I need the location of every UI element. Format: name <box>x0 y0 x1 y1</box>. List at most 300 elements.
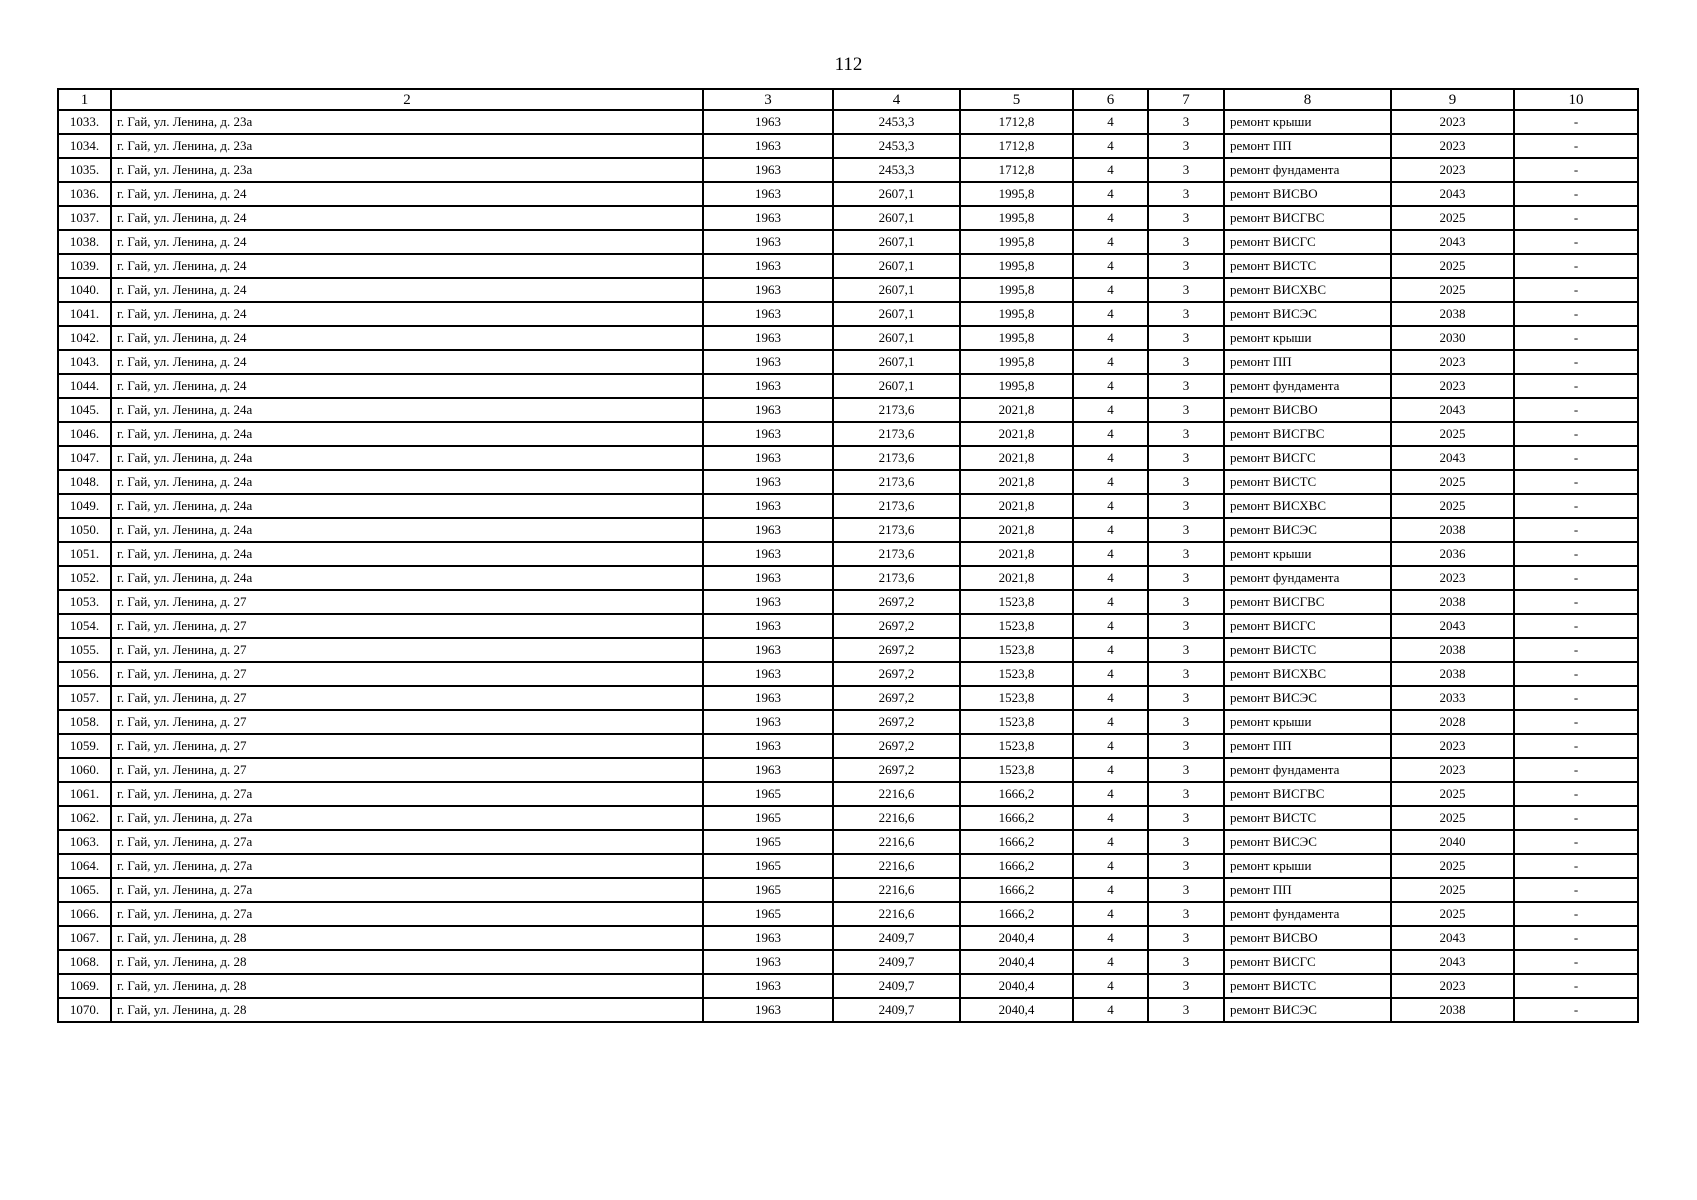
work-type-cell: ремонт ВИСГС <box>1224 446 1391 470</box>
living-area-cell: 1995,8 <box>960 350 1073 374</box>
address-cell: г. Гай, ул. Ленина, д. 27а <box>111 830 703 854</box>
entrances-cell: 3 <box>1148 806 1224 830</box>
entrances-cell: 3 <box>1148 398 1224 422</box>
work-type-cell: ремонт ВИСЭС <box>1224 686 1391 710</box>
entrances-cell: 3 <box>1148 950 1224 974</box>
row-number-cell: 1038. <box>58 230 111 254</box>
living-area-cell: 2021,8 <box>960 470 1073 494</box>
row-number-cell: 1049. <box>58 494 111 518</box>
table-row <box>58 470 1638 494</box>
floors-cell: 4 <box>1073 686 1148 710</box>
living-area-cell: 1995,8 <box>960 206 1073 230</box>
year-built-cell: 1965 <box>703 902 833 926</box>
living-area-cell: 1995,8 <box>960 374 1073 398</box>
entrances-cell: 3 <box>1148 662 1224 686</box>
table-row <box>58 614 1638 638</box>
note-cell: - <box>1514 398 1638 422</box>
work-type-cell: ремонт ПП <box>1224 734 1391 758</box>
floors-cell: 4 <box>1073 542 1148 566</box>
work-type-cell: ремонт ВИСГВС <box>1224 422 1391 446</box>
year-built-cell: 1963 <box>703 446 833 470</box>
planned-year-cell: 2025 <box>1391 470 1514 494</box>
entrances-cell: 3 <box>1148 542 1224 566</box>
row-number-cell: 1054. <box>58 614 111 638</box>
note-cell: - <box>1514 950 1638 974</box>
work-type-cell: ремонт ВИСГС <box>1224 230 1391 254</box>
row-number-cell: 1058. <box>58 710 111 734</box>
planned-year-cell: 2023 <box>1391 374 1514 398</box>
total-area-cell: 2697,2 <box>833 590 960 614</box>
row-number-cell: 1068. <box>58 950 111 974</box>
table-row <box>58 230 1638 254</box>
column-header: 7 <box>1148 89 1224 110</box>
note-cell: - <box>1514 206 1638 230</box>
address-cell: г. Гай, ул. Ленина, д. 24 <box>111 326 703 350</box>
total-area-cell: 2216,6 <box>833 782 960 806</box>
total-area-cell: 2607,1 <box>833 278 960 302</box>
planned-year-cell: 2028 <box>1391 710 1514 734</box>
header-row <box>58 89 1638 110</box>
living-area-cell: 1995,8 <box>960 230 1073 254</box>
column-header: 2 <box>111 89 703 110</box>
row-number-cell: 1036. <box>58 182 111 206</box>
note-cell: - <box>1514 662 1638 686</box>
address-cell: г. Гай, ул. Ленина, д. 24 <box>111 302 703 326</box>
year-built-cell: 1963 <box>703 326 833 350</box>
floors-cell: 4 <box>1073 590 1148 614</box>
planned-year-cell: 2025 <box>1391 782 1514 806</box>
floors-cell: 4 <box>1073 302 1148 326</box>
row-number-cell: 1059. <box>58 734 111 758</box>
note-cell: - <box>1514 806 1638 830</box>
row-number-cell: 1041. <box>58 302 111 326</box>
floors-cell: 4 <box>1073 830 1148 854</box>
work-type-cell: ремонт ВИСГС <box>1224 950 1391 974</box>
entrances-cell: 3 <box>1148 230 1224 254</box>
row-number-cell: 1067. <box>58 926 111 950</box>
work-type-cell: ремонт ПП <box>1224 134 1391 158</box>
living-area-cell: 1523,8 <box>960 734 1073 758</box>
planned-year-cell: 2025 <box>1391 206 1514 230</box>
table-row <box>58 302 1638 326</box>
table-row <box>58 422 1638 446</box>
address-cell: г. Гай, ул. Ленина, д. 24 <box>111 182 703 206</box>
planned-year-cell: 2025 <box>1391 494 1514 518</box>
floors-cell: 4 <box>1073 638 1148 662</box>
living-area-cell: 2021,8 <box>960 494 1073 518</box>
table-row <box>58 902 1638 926</box>
planned-year-cell: 2043 <box>1391 230 1514 254</box>
planned-year-cell: 2043 <box>1391 926 1514 950</box>
page-number: 112 <box>834 54 863 75</box>
year-built-cell: 1963 <box>703 614 833 638</box>
entrances-cell: 3 <box>1148 902 1224 926</box>
note-cell: - <box>1514 374 1638 398</box>
note-cell: - <box>1514 278 1638 302</box>
year-built-cell: 1963 <box>703 542 833 566</box>
year-built-cell: 1963 <box>703 158 833 182</box>
table-row <box>58 638 1638 662</box>
living-area-cell: 1712,8 <box>960 158 1073 182</box>
table-row <box>58 734 1638 758</box>
living-area-cell: 2021,8 <box>960 398 1073 422</box>
table-row <box>58 926 1638 950</box>
floors-cell: 4 <box>1073 110 1148 134</box>
table-row <box>58 758 1638 782</box>
work-type-cell: ремонт ВИСВО <box>1224 398 1391 422</box>
note-cell: - <box>1514 686 1638 710</box>
year-built-cell: 1963 <box>703 758 833 782</box>
table-row <box>58 350 1638 374</box>
note-cell: - <box>1514 878 1638 902</box>
address-cell: г. Гай, ул. Ленина, д. 27 <box>111 686 703 710</box>
note-cell: - <box>1514 998 1638 1022</box>
note-cell: - <box>1514 182 1638 206</box>
total-area-cell: 2697,2 <box>833 638 960 662</box>
address-cell: г. Гай, ул. Ленина, д. 27а <box>111 902 703 926</box>
work-type-cell: ремонт крыши <box>1224 110 1391 134</box>
living-area-cell: 2021,8 <box>960 446 1073 470</box>
living-area-cell: 2021,8 <box>960 422 1073 446</box>
address-cell: г. Гай, ул. Ленина, д. 24 <box>111 278 703 302</box>
planned-year-cell: 2043 <box>1391 398 1514 422</box>
planned-year-cell: 2023 <box>1391 566 1514 590</box>
note-cell: - <box>1514 902 1638 926</box>
work-type-cell: ремонт ВИСЭС <box>1224 302 1391 326</box>
year-built-cell: 1963 <box>703 374 833 398</box>
planned-year-cell: 2038 <box>1391 590 1514 614</box>
floors-cell: 4 <box>1073 614 1148 638</box>
entrances-cell: 3 <box>1148 494 1224 518</box>
table-row <box>58 662 1638 686</box>
planned-year-cell: 2043 <box>1391 950 1514 974</box>
entrances-cell: 3 <box>1148 206 1224 230</box>
planned-year-cell: 2025 <box>1391 878 1514 902</box>
living-area-cell: 1523,8 <box>960 710 1073 734</box>
entrances-cell: 3 <box>1148 590 1224 614</box>
note-cell: - <box>1514 782 1638 806</box>
work-type-cell: ремонт фундамента <box>1224 758 1391 782</box>
entrances-cell: 3 <box>1148 422 1224 446</box>
work-type-cell: ремонт крыши <box>1224 854 1391 878</box>
address-cell: г. Гай, ул. Ленина, д. 24а <box>111 446 703 470</box>
entrances-cell: 3 <box>1148 566 1224 590</box>
row-number-cell: 1045. <box>58 398 111 422</box>
note-cell: - <box>1514 302 1638 326</box>
table-row <box>58 566 1638 590</box>
planned-year-cell: 2038 <box>1391 518 1514 542</box>
year-built-cell: 1965 <box>703 782 833 806</box>
note-cell: - <box>1514 590 1638 614</box>
work-type-cell: ремонт фундамента <box>1224 374 1391 398</box>
total-area-cell: 2607,1 <box>833 374 960 398</box>
entrances-cell: 3 <box>1148 710 1224 734</box>
total-area-cell: 2697,2 <box>833 734 960 758</box>
total-area-cell: 2173,6 <box>833 422 960 446</box>
year-built-cell: 1963 <box>703 398 833 422</box>
year-built-cell: 1963 <box>703 278 833 302</box>
note-cell: - <box>1514 854 1638 878</box>
table-row <box>58 254 1638 278</box>
entrances-cell: 3 <box>1148 998 1224 1022</box>
year-built-cell: 1963 <box>703 302 833 326</box>
living-area-cell: 1666,2 <box>960 830 1073 854</box>
floors-cell: 4 <box>1073 254 1148 278</box>
total-area-cell: 2173,6 <box>833 446 960 470</box>
floors-cell: 4 <box>1073 134 1148 158</box>
row-number-cell: 1061. <box>58 782 111 806</box>
planned-year-cell: 2043 <box>1391 446 1514 470</box>
year-built-cell: 1963 <box>703 566 833 590</box>
address-cell: г. Гай, ул. Ленина, д. 27а <box>111 782 703 806</box>
work-type-cell: ремонт ВИСВО <box>1224 926 1391 950</box>
floors-cell: 4 <box>1073 518 1148 542</box>
address-cell: г. Гай, ул. Ленина, д. 27а <box>111 854 703 878</box>
note-cell: - <box>1514 350 1638 374</box>
column-header: 4 <box>833 89 960 110</box>
total-area-cell: 2173,6 <box>833 470 960 494</box>
total-area-cell: 2173,6 <box>833 494 960 518</box>
table-row <box>58 806 1638 830</box>
planned-year-cell: 2036 <box>1391 542 1514 566</box>
note-cell: - <box>1514 134 1638 158</box>
address-cell: г. Гай, ул. Ленина, д. 27 <box>111 662 703 686</box>
address-cell: г. Гай, ул. Ленина, д. 28 <box>111 998 703 1022</box>
floors-cell: 4 <box>1073 326 1148 350</box>
row-number-cell: 1065. <box>58 878 111 902</box>
planned-year-cell: 2023 <box>1391 134 1514 158</box>
column-header: 9 <box>1391 89 1514 110</box>
address-cell: г. Гай, ул. Ленина, д. 24 <box>111 254 703 278</box>
address-cell: г. Гай, ул. Ленина, д. 27 <box>111 638 703 662</box>
total-area-cell: 2216,6 <box>833 902 960 926</box>
total-area-cell: 2607,1 <box>833 326 960 350</box>
total-area-cell: 2409,7 <box>833 950 960 974</box>
work-type-cell: ремонт ПП <box>1224 350 1391 374</box>
year-built-cell: 1963 <box>703 206 833 230</box>
planned-year-cell: 2023 <box>1391 350 1514 374</box>
work-type-cell: ремонт ВИСХВС <box>1224 662 1391 686</box>
note-cell: - <box>1514 326 1638 350</box>
entrances-cell: 3 <box>1148 734 1224 758</box>
planned-year-cell: 2023 <box>1391 974 1514 998</box>
address-cell: г. Гай, ул. Ленина, д. 24а <box>111 566 703 590</box>
address-cell: г. Гай, ул. Ленина, д. 27а <box>111 806 703 830</box>
table-body <box>58 110 1638 1022</box>
work-type-cell: ремонт ВИСТС <box>1224 974 1391 998</box>
work-type-cell: ремонт ВИСЭС <box>1224 830 1391 854</box>
total-area-cell: 2607,1 <box>833 302 960 326</box>
note-cell: - <box>1514 926 1638 950</box>
living-area-cell: 1666,2 <box>960 806 1073 830</box>
table-row <box>58 854 1638 878</box>
living-area-cell: 1712,8 <box>960 134 1073 158</box>
address-cell: г. Гай, ул. Ленина, д. 24а <box>111 518 703 542</box>
year-built-cell: 1963 <box>703 422 833 446</box>
table-row <box>58 278 1638 302</box>
entrances-cell: 3 <box>1148 350 1224 374</box>
note-cell: - <box>1514 230 1638 254</box>
row-number-cell: 1043. <box>58 350 111 374</box>
table-row <box>58 374 1638 398</box>
address-cell: г. Гай, ул. Ленина, д. 24а <box>111 470 703 494</box>
table-row <box>58 518 1638 542</box>
address-cell: г. Гай, ул. Ленина, д. 27 <box>111 710 703 734</box>
note-cell: - <box>1514 710 1638 734</box>
work-type-cell: ремонт ВИСЭС <box>1224 998 1391 1022</box>
address-cell: г. Гай, ул. Ленина, д. 24а <box>111 422 703 446</box>
address-cell: г. Гай, ул. Ленина, д. 27 <box>111 590 703 614</box>
address-cell: г. Гай, ул. Ленина, д. 28 <box>111 950 703 974</box>
table-row <box>58 206 1638 230</box>
row-number-cell: 1033. <box>58 110 111 134</box>
year-built-cell: 1963 <box>703 494 833 518</box>
living-area-cell: 1523,8 <box>960 614 1073 638</box>
note-cell: - <box>1514 758 1638 782</box>
table-row <box>58 158 1638 182</box>
planned-year-cell: 2038 <box>1391 998 1514 1022</box>
year-built-cell: 1963 <box>703 134 833 158</box>
address-cell: г. Гай, ул. Ленина, д. 24а <box>111 398 703 422</box>
total-area-cell: 2409,7 <box>833 998 960 1022</box>
living-area-cell: 1523,8 <box>960 638 1073 662</box>
work-type-cell: ремонт ВИСХВС <box>1224 278 1391 302</box>
note-cell: - <box>1514 446 1638 470</box>
table-row <box>58 878 1638 902</box>
floors-cell: 4 <box>1073 446 1148 470</box>
total-area-cell: 2216,6 <box>833 854 960 878</box>
column-header: 1 <box>58 89 111 110</box>
table-row <box>58 182 1638 206</box>
floors-cell: 4 <box>1073 782 1148 806</box>
table-row <box>58 326 1638 350</box>
work-type-cell: ремонт ВИСТС <box>1224 806 1391 830</box>
entrances-cell: 3 <box>1148 854 1224 878</box>
note-cell: - <box>1514 158 1638 182</box>
total-area-cell: 2173,6 <box>833 518 960 542</box>
entrances-cell: 3 <box>1148 518 1224 542</box>
address-cell: г. Гай, ул. Ленина, д. 24 <box>111 374 703 398</box>
entrances-cell: 3 <box>1148 926 1224 950</box>
total-area-cell: 2607,1 <box>833 182 960 206</box>
planned-year-cell: 2023 <box>1391 110 1514 134</box>
address-cell: г. Гай, ул. Ленина, д. 23а <box>111 158 703 182</box>
year-built-cell: 1965 <box>703 854 833 878</box>
planned-year-cell: 2043 <box>1391 614 1514 638</box>
living-area-cell: 1666,2 <box>960 854 1073 878</box>
column-header: 10 <box>1514 89 1638 110</box>
row-number-cell: 1037. <box>58 206 111 230</box>
living-area-cell: 1523,8 <box>960 590 1073 614</box>
table-row <box>58 830 1638 854</box>
work-type-cell: ремонт крыши <box>1224 326 1391 350</box>
work-type-cell: ремонт ВИСТС <box>1224 254 1391 278</box>
living-area-cell: 1666,2 <box>960 782 1073 806</box>
table-row <box>58 950 1638 974</box>
table-row <box>58 398 1638 422</box>
living-area-cell: 1995,8 <box>960 278 1073 302</box>
note-cell: - <box>1514 830 1638 854</box>
address-cell: г. Гай, ул. Ленина, д. 24 <box>111 230 703 254</box>
entrances-cell: 3 <box>1148 830 1224 854</box>
column-header: 8 <box>1224 89 1391 110</box>
row-number-cell: 1047. <box>58 446 111 470</box>
living-area-cell: 2040,4 <box>960 998 1073 1022</box>
year-built-cell: 1963 <box>703 110 833 134</box>
floors-cell: 4 <box>1073 998 1148 1022</box>
year-built-cell: 1963 <box>703 590 833 614</box>
planned-year-cell: 2025 <box>1391 278 1514 302</box>
row-number-cell: 1063. <box>58 830 111 854</box>
total-area-cell: 2607,1 <box>833 230 960 254</box>
address-cell: г. Гай, ул. Ленина, д. 28 <box>111 926 703 950</box>
floors-cell: 4 <box>1073 494 1148 518</box>
total-area-cell: 2453,3 <box>833 134 960 158</box>
planned-year-cell: 2038 <box>1391 638 1514 662</box>
address-cell: г. Гай, ул. Ленина, д. 27 <box>111 734 703 758</box>
floors-cell: 4 <box>1073 422 1148 446</box>
address-cell: г. Гай, ул. Ленина, д. 24 <box>111 350 703 374</box>
table-row <box>58 590 1638 614</box>
year-built-cell: 1963 <box>703 182 833 206</box>
entrances-cell: 3 <box>1148 158 1224 182</box>
table-row <box>58 710 1638 734</box>
entrances-cell: 3 <box>1148 686 1224 710</box>
row-number-cell: 1034. <box>58 134 111 158</box>
table-row <box>58 110 1638 134</box>
entrances-cell: 3 <box>1148 254 1224 278</box>
note-cell: - <box>1514 518 1638 542</box>
row-number-cell: 1053. <box>58 590 111 614</box>
floors-cell: 4 <box>1073 278 1148 302</box>
row-number-cell: 1046. <box>58 422 111 446</box>
total-area-cell: 2173,6 <box>833 398 960 422</box>
floors-cell: 4 <box>1073 182 1148 206</box>
floors-cell: 4 <box>1073 566 1148 590</box>
planned-year-cell: 2038 <box>1391 302 1514 326</box>
address-cell: г. Гай, ул. Ленина, д. 27 <box>111 614 703 638</box>
total-area-cell: 2173,6 <box>833 542 960 566</box>
address-cell: г. Гай, ул. Ленина, д. 23а <box>111 110 703 134</box>
row-number-cell: 1039. <box>58 254 111 278</box>
year-built-cell: 1963 <box>703 254 833 278</box>
living-area-cell: 2021,8 <box>960 566 1073 590</box>
floors-cell: 4 <box>1073 206 1148 230</box>
row-number-cell: 1035. <box>58 158 111 182</box>
column-header: 5 <box>960 89 1073 110</box>
floors-cell: 4 <box>1073 758 1148 782</box>
total-area-cell: 2607,1 <box>833 350 960 374</box>
table-row <box>58 542 1638 566</box>
table-row <box>58 494 1638 518</box>
entrances-cell: 3 <box>1148 614 1224 638</box>
work-type-cell: ремонт ВИСЭС <box>1224 518 1391 542</box>
row-number-cell: 1066. <box>58 902 111 926</box>
planned-year-cell: 2023 <box>1391 158 1514 182</box>
total-area-cell: 2453,3 <box>833 110 960 134</box>
table-row <box>58 134 1638 158</box>
note-cell: - <box>1514 110 1638 134</box>
total-area-cell: 2697,2 <box>833 686 960 710</box>
entrances-cell: 3 <box>1148 374 1224 398</box>
total-area-cell: 2697,2 <box>833 758 960 782</box>
living-area-cell: 1712,8 <box>960 110 1073 134</box>
total-area-cell: 2607,1 <box>833 206 960 230</box>
planned-year-cell: 2040 <box>1391 830 1514 854</box>
floors-cell: 4 <box>1073 854 1148 878</box>
planned-year-cell: 2023 <box>1391 734 1514 758</box>
year-built-cell: 1965 <box>703 806 833 830</box>
